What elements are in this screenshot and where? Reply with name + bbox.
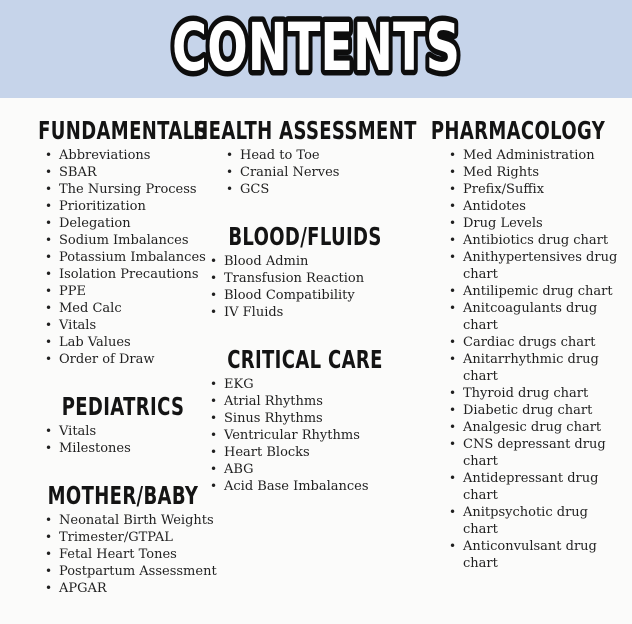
- toc-item: • Abbreviations: [45, 148, 151, 163]
- toc-item: • Postpartum Assessment: [45, 564, 217, 579]
- toc-list: [440, 147, 618, 572]
- toc-item: • Anitarrhythmic drug chart: [449, 352, 599, 384]
- contents-title: [0, 0, 632, 98]
- toc-item: • IV Fluids: [210, 305, 284, 320]
- section-heading-text: PEDIATRICS: [61, 392, 184, 421]
- section-heading: [40, 483, 205, 508]
- section-heading-text: CRITICAL CARE: [227, 345, 383, 374]
- bullet-icon: •: [210, 411, 218, 425]
- bullet-icon: •: [449, 250, 457, 264]
- toc-item: • Antilipemic drug chart: [449, 284, 613, 299]
- bullet-icon: •: [45, 216, 53, 230]
- bullet-icon: •: [226, 148, 234, 162]
- toc-item: • Anithypertensives drug chart: [449, 250, 618, 282]
- section-heading: [205, 224, 405, 249]
- toc-item: • Antidepressant drug chart: [449, 471, 599, 503]
- bullet-icon: •: [210, 305, 218, 319]
- section-heading: [430, 116, 605, 145]
- bullet-icon: •: [449, 539, 457, 553]
- bullet-icon: •: [449, 148, 457, 162]
- toc-section: [205, 224, 405, 321]
- toc-item: • The Nursing Process: [45, 182, 197, 197]
- toc-item: • Analgesic drug chart: [449, 420, 602, 435]
- bullet-icon: •: [45, 335, 53, 349]
- toc-list: [40, 512, 217, 597]
- section-heading: [40, 394, 205, 419]
- bullet-icon: •: [226, 165, 234, 179]
- bullet-icon: •: [210, 288, 218, 302]
- bullet-icon: •: [449, 386, 457, 400]
- bullet-icon: •: [45, 233, 53, 247]
- toc-section: [40, 394, 205, 457]
- toc-item: • Fetal Heart Tones: [45, 547, 177, 562]
- bullet-icon: •: [210, 377, 218, 391]
- header-band: [0, 0, 632, 98]
- toc-item: • Neonatal Birth Weights: [45, 513, 214, 528]
- bullet-icon: •: [45, 284, 53, 298]
- toc-item: • EKG: [210, 377, 254, 392]
- toc-item: • SBAR: [45, 165, 97, 180]
- toc-item: • Heart Blocks: [210, 445, 310, 460]
- toc-item: • ABG: [210, 462, 254, 477]
- bullet-icon: •: [45, 513, 53, 527]
- toc-item: • CNS depressant drug chart: [449, 437, 606, 469]
- bullet-icon: •: [45, 267, 53, 281]
- section-heading: [193, 116, 417, 145]
- toc-item: • Isolation Precautions: [45, 267, 199, 282]
- toc-item: • Blood Compatibility: [210, 288, 355, 303]
- bullet-icon: •: [45, 148, 53, 162]
- bullet-icon: •: [45, 199, 53, 213]
- bullet-icon: •: [45, 250, 53, 264]
- bullet-icon: •: [449, 182, 457, 196]
- bullet-icon: •: [45, 352, 53, 366]
- toc-list: [205, 376, 405, 495]
- toc-item: • Cardiac drugs chart: [449, 335, 596, 350]
- toc-item: • Sinus Rhythms: [210, 411, 323, 426]
- toc-section: [193, 116, 417, 198]
- bullet-icon: •: [449, 335, 457, 349]
- toc-item: • Milestones: [45, 441, 131, 456]
- toc-section: [40, 481, 217, 597]
- bullet-icon: •: [45, 547, 53, 561]
- toc-item: • Ventricular Rhythms: [210, 428, 360, 443]
- toc-item: • Atrial Rhythms: [210, 394, 323, 409]
- bullet-icon: •: [449, 216, 457, 230]
- bullet-icon: •: [45, 581, 53, 595]
- toc-item: • Antibiotics drug chart: [449, 233, 609, 248]
- bullet-icon: •: [45, 564, 53, 578]
- column-middle: [193, 98, 417, 495]
- contents-body: [0, 98, 632, 597]
- toc-list: [40, 147, 205, 368]
- section-heading-text: FUNDAMENTALS: [37, 116, 208, 145]
- toc-item: • Lab Values: [45, 335, 131, 350]
- toc-item: • Sodium Imbalances: [45, 233, 189, 248]
- section-heading: [37, 116, 208, 145]
- bullet-icon: •: [449, 352, 457, 366]
- toc-item: • Vitals: [45, 318, 97, 333]
- section-heading-text: MOTHER/BABY: [47, 481, 198, 510]
- bullet-icon: •: [449, 505, 457, 519]
- bullet-icon: •: [45, 182, 53, 196]
- toc-item: • Med Administration: [449, 148, 595, 163]
- toc-item: • Med Rights: [449, 165, 539, 180]
- bullet-icon: •: [210, 462, 218, 476]
- toc-item: • PPE: [45, 284, 86, 299]
- toc-item: • Blood Admin: [210, 254, 309, 269]
- toc-item: • Med Calc: [45, 301, 122, 316]
- bullet-icon: •: [449, 199, 457, 213]
- bullet-icon: •: [45, 441, 53, 455]
- toc-item: • Anitcoagulants drug chart: [449, 301, 598, 333]
- toc-item: • Anitpsychotic drug chart: [449, 505, 588, 537]
- toc-item: • Acid Base Imbalances: [210, 479, 369, 494]
- toc-item: • Vitals: [45, 424, 97, 439]
- bullet-icon: •: [449, 403, 457, 417]
- section-heading-text: BLOOD/FLUIDS: [228, 222, 382, 251]
- toc-section: [205, 347, 405, 495]
- toc-item: • Drug Levels: [449, 216, 543, 231]
- section-heading-text: PHARMACOLOGY: [430, 116, 605, 145]
- bullet-icon: •: [449, 437, 457, 451]
- toc-item: • Order of Draw: [45, 352, 155, 367]
- bullet-icon: •: [210, 445, 218, 459]
- toc-item: • GCS: [226, 182, 270, 197]
- bullet-icon: •: [449, 233, 457, 247]
- toc-section: [430, 116, 618, 572]
- contents-title-text: CONTENTS: [172, 9, 460, 86]
- bullet-icon: •: [449, 284, 457, 298]
- toc-item: • APGAR: [45, 581, 107, 596]
- toc-section: [37, 116, 208, 368]
- toc-item: • Antidotes: [449, 199, 526, 214]
- bullet-icon: •: [210, 428, 218, 442]
- bullet-icon: •: [449, 165, 457, 179]
- toc-item: • Trimester/GTPAL: [45, 530, 173, 545]
- toc-item: • Diabetic drug chart: [449, 403, 593, 418]
- bullet-icon: •: [449, 420, 457, 434]
- bullet-icon: •: [45, 165, 53, 179]
- bullet-icon: •: [45, 424, 53, 438]
- column-right: [430, 98, 618, 572]
- toc-item: • Prefix/Suffix: [449, 182, 545, 197]
- column-left: [37, 98, 217, 597]
- bullet-icon: •: [210, 394, 218, 408]
- toc-item: • Potassium Imbalances: [45, 250, 206, 265]
- toc-list: [40, 423, 205, 457]
- toc-item: • Anticonvulsant drug chart: [449, 539, 597, 571]
- bullet-icon: •: [45, 530, 53, 544]
- toc-item: • Prioritization: [45, 199, 146, 214]
- bullet-icon: •: [210, 479, 218, 493]
- bullet-icon: •: [449, 471, 457, 485]
- toc-item: • Delegation: [45, 216, 131, 231]
- toc-list: [205, 253, 405, 321]
- toc-list: [205, 147, 405, 198]
- bullet-icon: •: [45, 301, 53, 315]
- bullet-icon: •: [226, 182, 234, 196]
- toc-item: • Transfusion Reaction: [210, 271, 365, 286]
- bullet-icon: •: [210, 271, 218, 285]
- bullet-icon: •: [449, 301, 457, 315]
- bullet-icon: •: [45, 318, 53, 332]
- section-heading: [205, 347, 405, 372]
- bullet-icon: •: [210, 254, 218, 268]
- toc-item: • Head to Toe: [226, 148, 320, 163]
- toc-item: • Thyroid drug chart: [449, 386, 589, 401]
- toc-item: • Cranial Nerves: [226, 165, 340, 180]
- section-heading-text: HEALTH ASSESSMENT: [193, 116, 417, 145]
